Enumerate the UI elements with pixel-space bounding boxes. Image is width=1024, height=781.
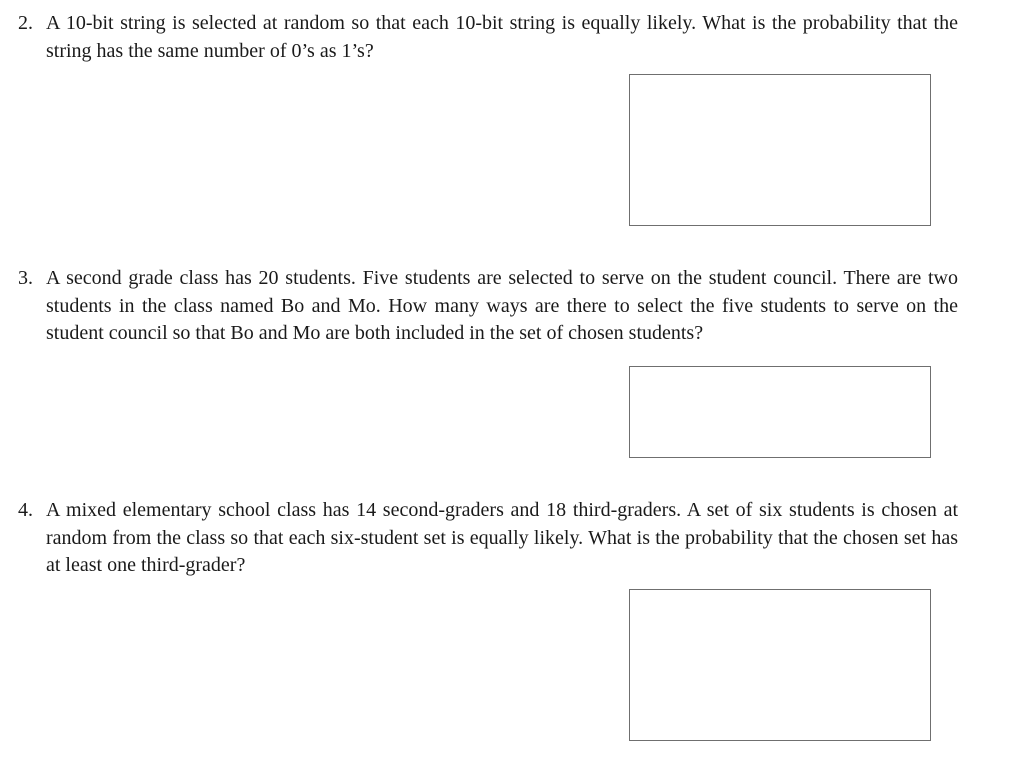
answer-box-question-4[interactable] xyxy=(629,589,931,741)
question-number: 2. xyxy=(18,12,33,34)
question-text: A second grade class has 20 students. Five students are selected to serve on the student council. There are two students in the class named Bo and Mo. How many ways are there to select the five students to serve on the student council so that Bo and Mo are both included in the set of chosen students? xyxy=(46,267,958,344)
question-3 xyxy=(18,265,958,348)
answer-box-question-2[interactable] xyxy=(629,74,931,226)
question-2 xyxy=(18,10,958,65)
answer-box-question-3[interactable] xyxy=(629,366,931,458)
question-text: A mixed elementary school class has 14 second-graders and 18 third-graders. A set of six students is chosen at random from the class so that each six-student set is equally likely. What is the probability that the chosen set has at least one third-grader? xyxy=(46,499,958,576)
question-number: 3. xyxy=(18,267,33,289)
question-text: A 10-bit string is selected at random so that each 10-bit string is equally likely. What is the probability that the string has the same number of 0’s as 1’s? xyxy=(46,12,958,62)
question-4 xyxy=(18,497,958,580)
question-number: 4. xyxy=(18,499,33,521)
